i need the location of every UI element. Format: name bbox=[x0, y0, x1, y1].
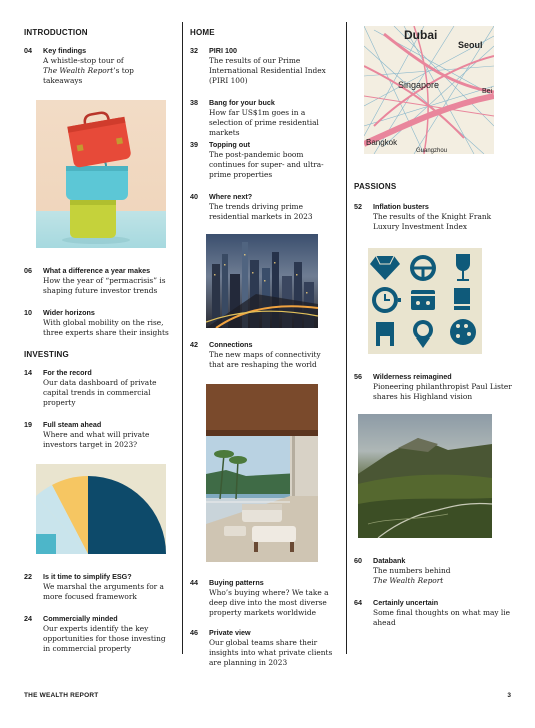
entry-description: The results of the Knight Frank Luxury Investment Index bbox=[373, 212, 492, 231]
map-label-seoul: Seoul bbox=[458, 40, 483, 50]
toc-entry-22[interactable] bbox=[24, 572, 174, 602]
jewellery-icon bbox=[413, 320, 433, 348]
page-number: 32 bbox=[190, 46, 198, 55]
entry-description: Some final thoughts on what may lie ahead bbox=[373, 608, 511, 627]
entry-description: Our data dashboard of private capital trends in commercial property bbox=[43, 378, 157, 407]
page-number: 10 bbox=[24, 308, 32, 317]
section-investing: INVESTING bbox=[24, 350, 69, 359]
entry-description: How far US$1m goes in a selection of prime residential markets bbox=[209, 108, 319, 137]
suitcases-image bbox=[36, 100, 166, 248]
page-number: 64 bbox=[354, 598, 362, 607]
page-number: 40 bbox=[190, 192, 198, 201]
entry-description: Our global teams share their insights into what private clients are planning in 2023 bbox=[209, 638, 333, 667]
toc-entry-44[interactable] bbox=[190, 578, 338, 618]
terrace-image bbox=[206, 384, 318, 562]
entry-description: How the year of “permacrisis” is shaping future investor trends bbox=[43, 276, 166, 295]
entry-description: The numbers behind The Wealth Report bbox=[373, 566, 451, 585]
page-number: 14 bbox=[24, 368, 32, 377]
entry-title: Buying patterns bbox=[209, 578, 264, 587]
toc-entry-39[interactable] bbox=[190, 140, 338, 180]
entry-description: We marshal the arguments for a more focused framework bbox=[43, 582, 164, 601]
column-3 bbox=[354, 22, 514, 662]
page-number: 19 bbox=[24, 420, 32, 429]
entry-description: The post-pandemic boom continues for super- and ultra-prime properties bbox=[209, 150, 324, 179]
entry-description: Where and what will private investors target in 2023? bbox=[43, 430, 150, 449]
entry-description: The trends driving prime residential markets in 2023 bbox=[209, 202, 313, 221]
watch-icon bbox=[372, 287, 401, 313]
entry-title: Commercially minded bbox=[43, 614, 118, 623]
entry-title: Full steam ahead bbox=[43, 420, 102, 429]
page-number: 06 bbox=[24, 266, 32, 275]
entry-description: Our experts identify the key opportunities for those investing in commercial property bbox=[43, 624, 166, 653]
section-introduction: INTRODUCTION bbox=[24, 28, 88, 37]
toc-entry-40[interactable] bbox=[190, 192, 338, 222]
map-label-guangzhou: Guangzhou bbox=[416, 148, 448, 154]
page-number: 60 bbox=[354, 556, 362, 565]
column-2 bbox=[190, 22, 338, 667]
page-number: 44 bbox=[190, 578, 198, 587]
page-number: 04 bbox=[24, 46, 32, 55]
entry-title: Private view bbox=[209, 628, 251, 637]
page-number: 46 bbox=[190, 628, 198, 637]
page-number: 38 bbox=[190, 98, 198, 107]
whisky-icon bbox=[454, 288, 470, 310]
toc-entry-56[interactable] bbox=[354, 372, 514, 402]
publication-title: The Wealth Report bbox=[43, 66, 114, 75]
entry-title: Key findings bbox=[43, 46, 87, 55]
entry-title: What a difference a year makes bbox=[43, 266, 151, 275]
handbag-icon bbox=[411, 290, 435, 310]
entry-description: The results of our Prime International Residential Index (PIRI 100) bbox=[209, 56, 326, 85]
column-divider-1 bbox=[182, 22, 183, 654]
map-label-bangkok: Bangkok bbox=[366, 138, 398, 147]
diamond-icon bbox=[370, 256, 400, 280]
toc-entry-46[interactable] bbox=[190, 628, 338, 668]
page-number-footer: 3 bbox=[507, 692, 511, 699]
connections-map bbox=[364, 26, 494, 154]
toc-entry-24[interactable] bbox=[24, 614, 174, 654]
toc-entry-52[interactable] bbox=[354, 202, 514, 232]
entry-description: Pioneering philanthropist Paul Lister shares his Highland vision bbox=[373, 382, 512, 401]
section-passions: PASSIONS bbox=[354, 182, 397, 191]
entry-description: Who’s buying where? We take a deep dive into the most diverse property markets worldwide bbox=[209, 588, 329, 617]
wine-glass-icon bbox=[456, 254, 470, 281]
page-number: 39 bbox=[190, 140, 198, 149]
entry-title: Bang for your buck bbox=[209, 98, 275, 107]
column-1 bbox=[24, 22, 174, 662]
entry-title: Wilderness reimagined bbox=[373, 372, 452, 381]
entry-title: Topping out bbox=[209, 140, 250, 149]
toc-entry-38[interactable] bbox=[190, 98, 338, 138]
entry-title: PIRI 100 bbox=[209, 46, 237, 55]
map-label-dubai: Dubai bbox=[404, 28, 438, 42]
page-number: 22 bbox=[24, 572, 32, 581]
toc-entry-19[interactable] bbox=[24, 420, 174, 450]
entry-title: Connections bbox=[209, 340, 253, 349]
section-home: HOME bbox=[190, 28, 215, 37]
entry-title: Wider horizons bbox=[43, 308, 95, 317]
footer-title: THE WEALTH REPORT bbox=[24, 692, 99, 699]
pie-graphic bbox=[36, 464, 166, 554]
page-number: 52 bbox=[354, 202, 362, 211]
toc-entry-42[interactable] bbox=[190, 340, 338, 370]
entry-title: Is it time to simplify ESG? bbox=[43, 572, 132, 581]
page-number: 56 bbox=[354, 372, 362, 381]
entry-description: A whistle-stop tour of The Wealth Report’s top takeaways bbox=[43, 56, 134, 85]
toc-entry-14[interactable] bbox=[24, 368, 174, 408]
column-divider-2 bbox=[346, 22, 347, 654]
chair-icon bbox=[376, 322, 394, 346]
page-number: 24 bbox=[24, 614, 32, 623]
entry-title: For the record bbox=[43, 368, 92, 377]
toc-entry-60[interactable] bbox=[354, 556, 514, 586]
entry-description: With global mobility on the rise, three experts share their insights bbox=[43, 318, 169, 337]
entry-title: Certainly uncertain bbox=[373, 598, 439, 607]
city-skyline-image bbox=[206, 234, 318, 328]
toc-entry-06[interactable] bbox=[24, 266, 174, 296]
entry-description: The new maps of connectivity that are reshaping the world bbox=[209, 350, 321, 369]
map-label-singapore: Singapore bbox=[398, 80, 440, 90]
entry-title: Inflation busters bbox=[373, 202, 429, 211]
car-wheel-icon bbox=[410, 255, 436, 281]
entry-title: Databank bbox=[373, 556, 406, 565]
map-label-bei: Bei bbox=[482, 88, 493, 95]
entry-title: Where next? bbox=[209, 192, 253, 201]
highland-landscape-image bbox=[358, 414, 492, 538]
luxury-icons-grid bbox=[368, 248, 482, 354]
art-palette-icon bbox=[450, 319, 476, 345]
toc-entry-64[interactable] bbox=[354, 598, 514, 628]
publication-title: The Wealth Report bbox=[373, 576, 444, 585]
toc-entry-04[interactable] bbox=[24, 46, 174, 86]
page-number: 42 bbox=[190, 340, 198, 349]
toc-entry-10[interactable] bbox=[24, 308, 174, 338]
toc-entry-32[interactable] bbox=[190, 46, 338, 86]
